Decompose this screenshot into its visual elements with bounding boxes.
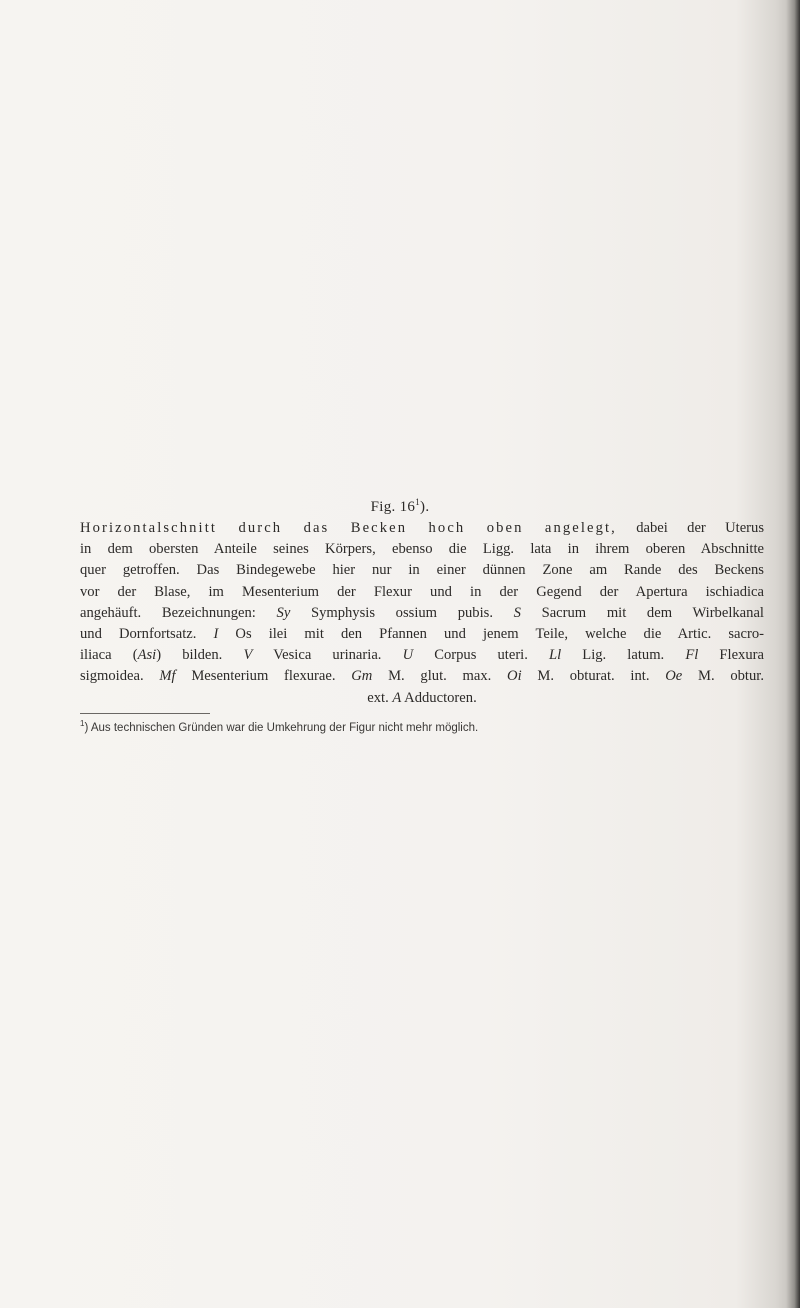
caption-abbrev: A	[392, 689, 402, 706]
caption-text: dabei der Uterus	[616, 520, 765, 536]
caption-text: ext.	[367, 689, 393, 706]
caption-text: sigmoidea.	[80, 668, 160, 685]
figure-label	[0, 497, 800, 516]
caption-text: ) bilden.	[156, 647, 244, 664]
figure-note-mark: 1	[415, 497, 421, 507]
caption-abbrev: Asi	[137, 647, 157, 664]
footnote-rule	[80, 713, 210, 714]
caption-text: M. glut. max.	[372, 668, 508, 685]
caption-text: Sacrum mit dem Wirbelkanal	[520, 604, 764, 621]
caption-text: Mesenterium flexurae.	[175, 668, 352, 685]
caption-text: angehäuft. Bezeichnungen:	[80, 604, 277, 621]
caption-line-2: in dem obersten Anteile seines Körpers, ebenso die Ligg. lata in ihrem oberen Abschnitte	[80, 541, 764, 558]
caption-text: Corpus uteri.	[413, 647, 549, 664]
caption-text: Adductoren.	[401, 689, 477, 706]
page-edge-shadow	[786, 0, 800, 1308]
caption-text: und Dornfortsatz.	[80, 626, 214, 643]
caption-line-9	[80, 688, 764, 709]
caption-text: M. obtur.	[682, 668, 764, 685]
caption-line-4: vor der Blase, im Mesenterium der Flexur und in der Gegend der Apertura ischiadica	[80, 583, 764, 600]
caption-abbrev: V	[243, 647, 253, 664]
caption-abbrev: Sy	[276, 604, 291, 621]
figure-label-end: ).	[420, 499, 430, 515]
caption-text: Vesica urinaria.	[252, 647, 403, 664]
caption-spaced-heading: Horizontalschnitt durch das Becken hoch oben angelegt,	[80, 520, 617, 536]
figure-caption	[80, 518, 764, 709]
caption-text: M. obturat. int.	[521, 668, 666, 685]
caption-line-6	[80, 624, 764, 645]
caption-text: Flexura	[698, 647, 764, 664]
caption-text: iliaca (	[80, 647, 138, 664]
caption-abbrev: Oi	[507, 668, 522, 685]
caption-abbrev: I	[213, 626, 219, 643]
caption-line-8	[80, 666, 764, 687]
caption-abbrev: Fl	[685, 647, 699, 664]
caption-line-5	[80, 603, 764, 624]
caption-abbrev: Ll	[549, 647, 562, 664]
footnote-text: ) Aus technischen Gründen war die Umkehrung der Figur nicht mehr möglich.	[84, 721, 479, 734]
caption-line-3: quer getroffen. Das Bindegewebe hier nur in einer dünnen Zone am Rande des Beckens	[80, 562, 764, 579]
footnote-mark: 1	[80, 719, 85, 728]
caption-abbrev: Oe	[665, 668, 683, 685]
caption-abbrev: Mf	[159, 668, 176, 685]
footnote	[80, 719, 478, 734]
caption-abbrev: U	[402, 647, 414, 664]
caption-abbrev: Gm	[351, 668, 373, 685]
figure-number: Fig. 16	[370, 499, 416, 515]
caption-text: Symphysis ossium pubis.	[290, 604, 514, 621]
caption-line-7	[80, 645, 764, 666]
caption-text: Lig. latum.	[561, 647, 686, 664]
caption-text: Os ilei mit den Pfannen und jenem Teile, welche die Artic. sacro-	[218, 626, 764, 643]
caption-abbrev: S	[513, 604, 521, 621]
caption-line-1	[80, 518, 764, 539]
